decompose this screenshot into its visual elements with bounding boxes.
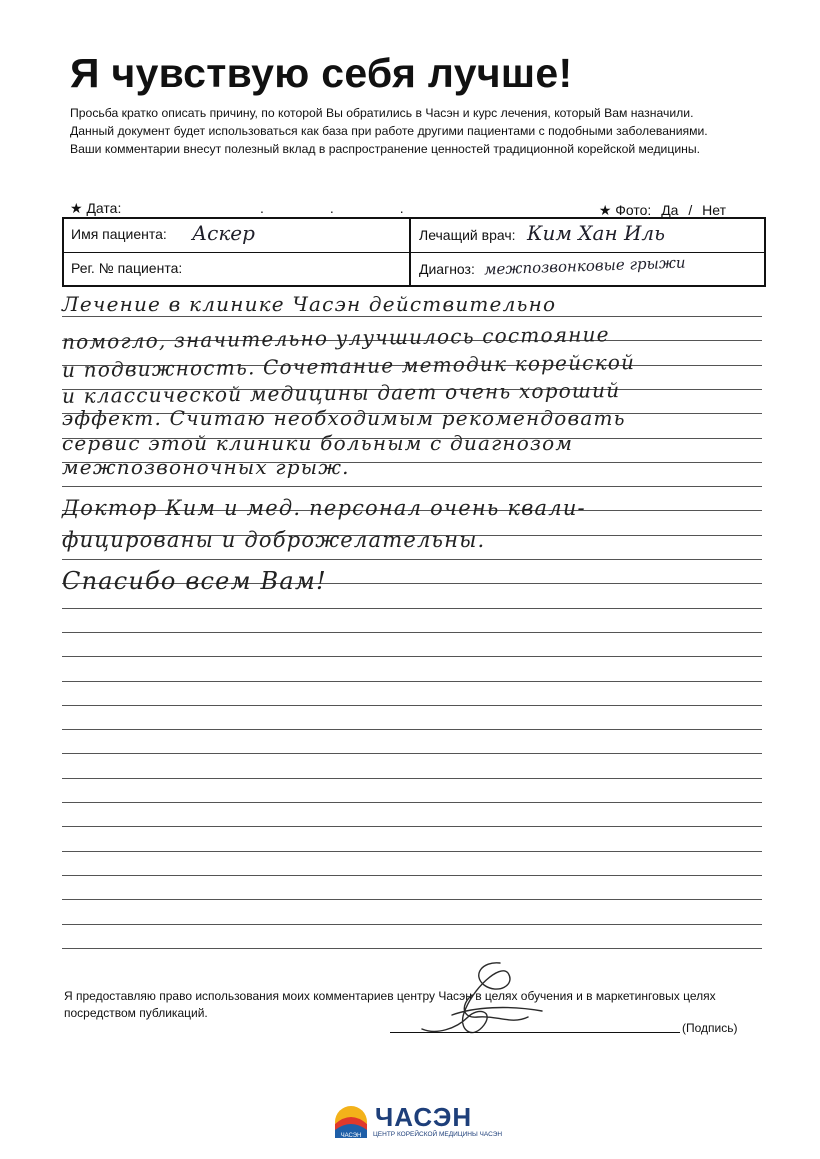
ruled-line bbox=[62, 899, 762, 900]
table-divider bbox=[409, 219, 411, 285]
intro-line: Данный документ будет использоваться как база при работе другими пациентами с подобными заболеваниями. bbox=[70, 124, 708, 138]
ruled-line bbox=[62, 778, 762, 779]
consent-line: посредством публикаций. bbox=[64, 1006, 208, 1020]
testimonial-line: помогло, значительно улучшилось состояние bbox=[61, 322, 610, 354]
patient-name-value: Аскер bbox=[192, 221, 255, 245]
ruled-line bbox=[62, 875, 762, 876]
consent-line: Я предоставляю право использования моих комментариев центру Часэн в целях обучения и в маркетинговых целях bbox=[64, 989, 716, 1003]
diagnosis-value: межпозвонковые грыжи bbox=[483, 253, 686, 279]
photo-no-option: Нет bbox=[702, 202, 726, 218]
photo-yes-option: Да bbox=[661, 202, 679, 218]
ruled-line bbox=[62, 802, 762, 803]
ruled-line bbox=[62, 632, 762, 633]
testimonial-line: Спасибо всем Вам! bbox=[62, 567, 327, 595]
ruled-line bbox=[62, 753, 762, 754]
ruled-line bbox=[62, 948, 762, 949]
signature-graphic bbox=[412, 955, 562, 1050]
ruled-line bbox=[62, 559, 762, 560]
ruled-line bbox=[62, 729, 762, 730]
testimonial-line: эффект. Считаю необходимым рекомендовать bbox=[62, 406, 626, 430]
clinic-logo bbox=[333, 1102, 503, 1142]
ruled-line bbox=[62, 608, 762, 609]
signature-line bbox=[390, 1032, 680, 1033]
testimonial-line: и классической медицины дает очень хороший bbox=[61, 378, 621, 408]
doctor-value: Ким Хан Иль bbox=[527, 221, 666, 245]
patient-name-label: Имя пациента: bbox=[71, 226, 167, 242]
ruled-line bbox=[62, 851, 762, 852]
testimonial-line: сервис этой клиники больным с диагнозом bbox=[62, 431, 574, 455]
date-placeholder-dots: ... bbox=[260, 200, 470, 216]
ruled-line bbox=[62, 316, 762, 317]
photo-separator: / bbox=[688, 202, 693, 218]
ruled-line bbox=[62, 826, 762, 827]
logo-brand: ЧАСЭН bbox=[375, 1102, 473, 1132]
reg-number-label: Рег. № пациента: bbox=[71, 260, 183, 276]
testimonial-line: Доктор Ким и мед. персонал очень квали- bbox=[62, 496, 586, 520]
patient-info-table bbox=[62, 217, 766, 287]
date-label: ★ Дата: bbox=[70, 200, 122, 216]
logo-mark-text: ЧАСЭН bbox=[340, 1133, 362, 1139]
testimonial-line: Лечение в клинике Часэн действительно bbox=[62, 292, 557, 316]
intro-line: Ваши комментарии внесут полезный вклад в распространение ценностей традиционной корейской медицины. bbox=[70, 142, 701, 156]
diagnosis-label: Диагноз: bbox=[419, 261, 475, 277]
ruled-line bbox=[62, 681, 762, 682]
logo-tagline: ЦЕНТР КОРЕЙСКОЙ МЕДИЦИНЫ ЧАСЭН bbox=[373, 1131, 503, 1138]
doctor-label: Лечащий врач: bbox=[419, 227, 516, 243]
intro-line: Просьба кратко описать причину, по которой Вы обратились в Часэн и курс лечения, который Вам назначили. bbox=[70, 106, 694, 120]
signature-label: (Подпись) bbox=[682, 1021, 738, 1035]
ruled-line bbox=[62, 656, 762, 657]
testimonial-line: фицированы и доброжелательны. bbox=[62, 528, 486, 552]
date-photo-row bbox=[70, 198, 770, 218]
testimonial-line: межпозвоночных грыж. bbox=[62, 455, 350, 479]
ruled-line bbox=[62, 486, 762, 487]
ruled-line bbox=[62, 705, 762, 706]
photo-label: ★ Фото: bbox=[598, 202, 652, 218]
page-title: Я чувствую себя лучше! bbox=[70, 50, 573, 96]
intro-text bbox=[70, 104, 770, 158]
ruled-line bbox=[62, 924, 762, 925]
testimonial-line: и подвижность. Сочетание методик корейской bbox=[61, 350, 636, 382]
logo-mark-icon bbox=[333, 1104, 369, 1140]
